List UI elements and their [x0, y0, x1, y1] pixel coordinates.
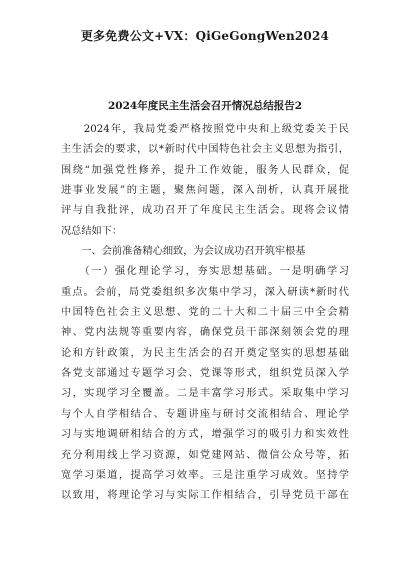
body-line: 宽学习渠道，提高学习效率。三是注重学习成效。坚持学	[61, 469, 349, 481]
document-body	[61, 120, 349, 507]
body-line: 进事业发展”的主题，聚焦问题，深入剖析，认真开展批	[61, 185, 349, 197]
body-line: 主生活会的要求，以*新时代中国特色社会主义思想为指引，	[61, 144, 349, 156]
body-line: 充分利用线上学习资源，如党建网站、微信公众号等，拓	[61, 449, 349, 461]
body-line: 中国特色社会主义思想、党的二十大和二十届三中全会精	[61, 307, 349, 319]
body-line: 与个人自学相结合、专题讲座与研讨交流相结合、理论学	[61, 408, 349, 420]
body-line: 以致用，将理论学习与实际工作相结合，引导党员干部在	[61, 490, 349, 502]
body-line: 习与实地调研相结合的方式，增强学习的吸引力和实效性	[61, 429, 349, 441]
body-line: 况总结如下：	[61, 225, 123, 237]
body-line: 习，实现学习全覆盖。二是丰富学习形式。采取集中学习	[61, 388, 349, 400]
body-line: 论和方针政策，为民主生活会的召开奠定坚实的思想基础	[61, 347, 349, 359]
body-line: 各党支部通过专题学习会、党课等形式，组织党员深入学	[61, 368, 349, 380]
body-line: （一）强化理论学习，夯实思想基础。一是明确学习	[61, 266, 349, 278]
body-line: 神、党内法规等重要内容，确保党员干部深刻领会党的理	[61, 327, 349, 339]
body-line: 评与自我批评，成功召开了年度民主生活会。现将会议情	[61, 205, 349, 217]
promo-header: 更多免费公文+VX：QiGeGongWen2024	[80, 29, 330, 43]
body-line: 一、会前准备精心细致，为会议成功召开筑牢根基	[61, 246, 306, 258]
body-line: 重点。会前，局党委组织多次集中学习，深入研读*新时代	[61, 286, 349, 298]
body-line: 围绕“加强党性修养，提升工作效能，服务人民群众，促	[61, 164, 349, 176]
document-title: 2024年度民主生活会召开情况总结报告2	[107, 100, 303, 112]
body-line: 2024年，我局党委严格按照党中央和上级党委关于民	[61, 124, 349, 135]
